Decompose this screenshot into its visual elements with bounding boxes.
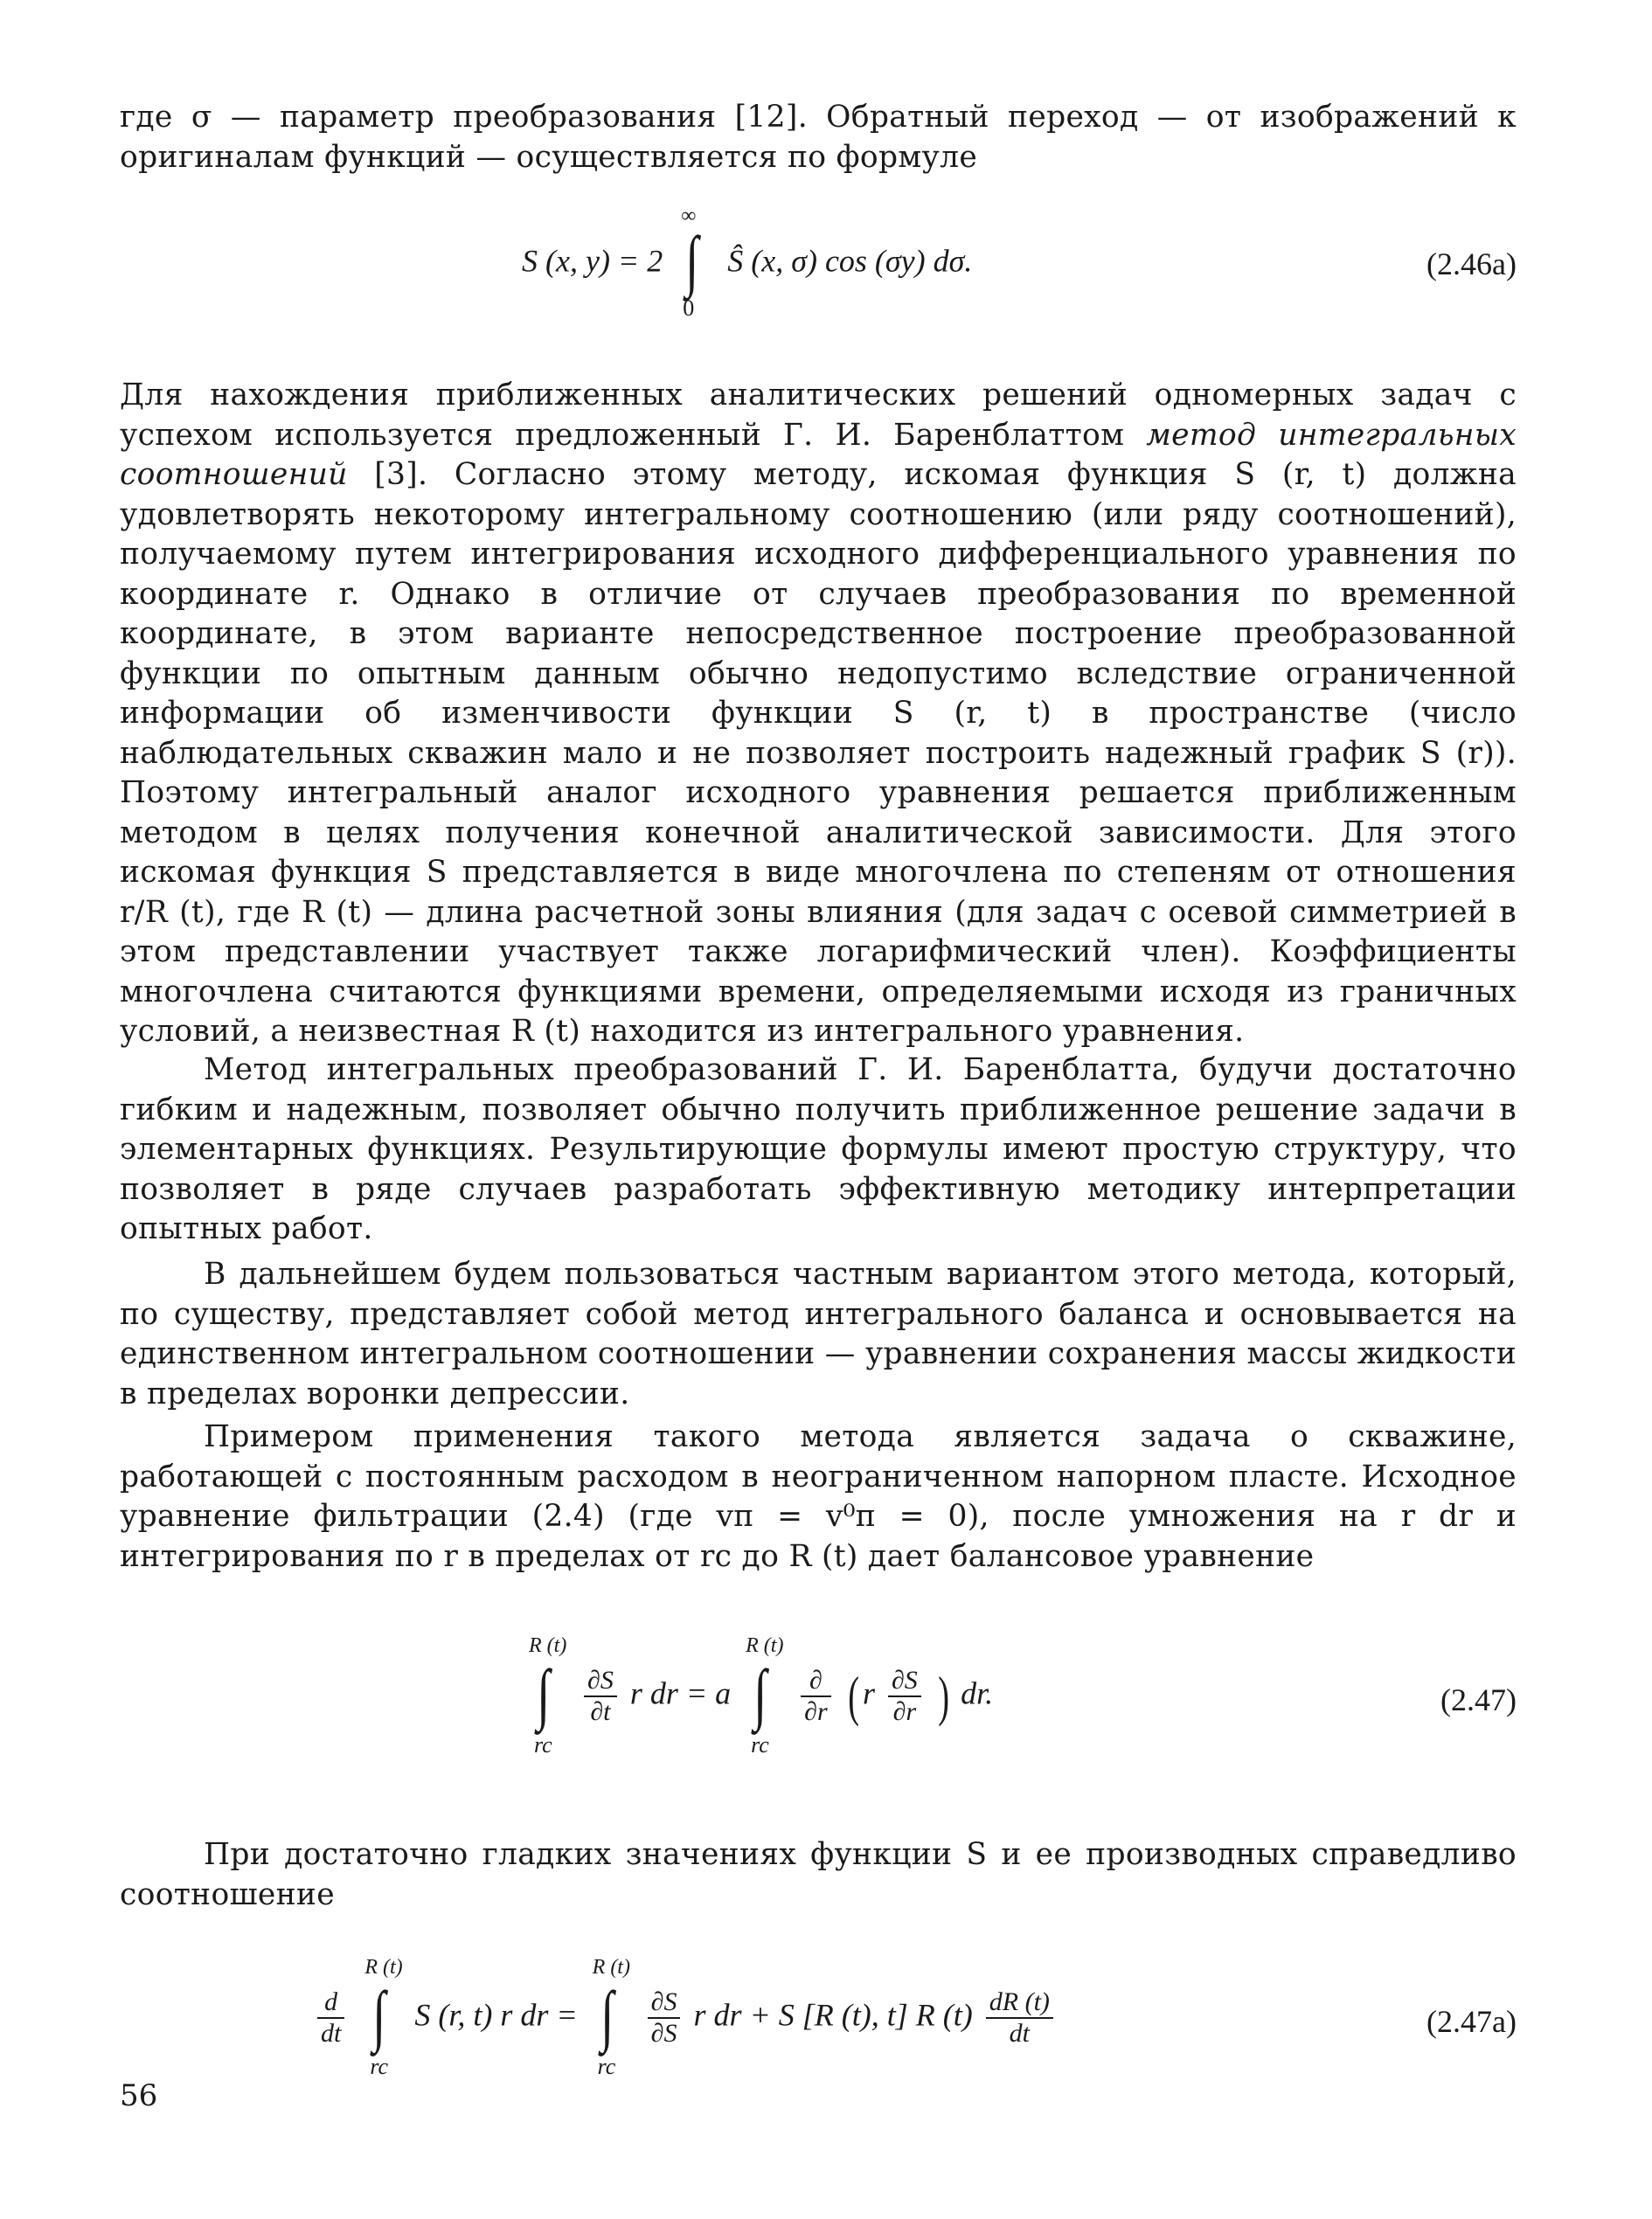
integral-sign: R (t) ∫ rc [592, 1956, 630, 2079]
integral-sign: ∞ ∫ 0 [681, 205, 699, 321]
integral-sign: R (t) ∫ rc [364, 1956, 403, 2079]
eq-247a-number: (2.47а) [1426, 2004, 1517, 2039]
paragraph-smoothness: При достаточно гладких значениях функции S и ее производных справедливо соотношение [120, 1837, 1517, 1912]
paragraph-integral-relations: Для нахождения приближенных аналитических решений одномерных задач с успехом используется предложенный Г. И. Баренблаттом метод интегральных соотношений [3]. Согласно этому методу, искомая функция S (r, t) должна удовлетворять некоторому интегральному соотношению (или ряду соотношений), получаемому путем интегрирования исходного дифференциального уравнения по координате r. Однако в отличие от случаев преобразования по временной координате, в этом варианте непосредственное построение преобразованной функции по опытным данным обычно недопустимо вследствие ограниченной информации об изменчивости функции S (r, t) в пространстве (число наблюдательных скважин мало и не позволяет построить надежный график S (r)). Поэтому интегральный аналог исходного уравнения решается приближенным методом в целях получения конечной аналитической зависимости. Для этого искомая функция S представляется в виде многочлена по степеням от отношения r/R (t), где R (t) — длина расчетной зоны влияния (для задач с осевой симметрией в этом представлении участвует также логарифмический член). Коэффициенты многочлена считаются функциями времени, определяемыми исходя из граничных условий, а неизвестная R (t) находится из интегрального уравнения. [120, 378, 1517, 1049]
paragraph-integral-balance: В дальнейшем будем пользоваться частным вариантом этого метода, который, по существу, представляет собой метод интегрального баланса и основывается на единственном интегральном соотношении — уравнении сохранения массы жидкости в пределах воронки депрессии. [120, 1257, 1517, 1411]
page-number: 56 [120, 2078, 158, 2113]
integral-sign: R (t) ∫ rc [529, 1634, 567, 1758]
eq-246a-number: (2.46а) [1426, 246, 1517, 281]
eq-247-number: (2.47) [1440, 1682, 1517, 1717]
integral-sign: R (t) ∫ rc [746, 1634, 784, 1758]
method-name-italic: метод интегральных соотношений [120, 417, 1517, 492]
equation-2-47: R (t) ∫ rc $\frac{\partial S}{\partial t}$ r dr = a R (t) ∫ rc $\frac{\partial}{\partial r}$ ( r $\frac{\partial S}{\partial r}$ ) dr. (2.47) [529, 1634, 1517, 1758]
paragraph-barenblatt-method: Метод интегральных преобразований Г. И. Баренблатта, будучи достаточно гибким и надежным, позволяет обычно получить приближенное решение задачи в элементарных функциях. Результирующие формулы имеют простую структуру, что позволяет в ряде случаев разработать эффективную методику интерпретации опытных работ. [120, 1052, 1517, 1246]
intro-paragraph: где σ — параметр преобразования [12]. Обратный переход — от изображений к оригиналам функций — осуществляется по формуле [120, 100, 1517, 175]
equation-2-46a [120, 203, 1517, 325]
eq-246a-body: Ŝ (x, σ) cos (σy) dσ. [727, 243, 973, 279]
equation-2-47a: $\frac{d}{dt}$ R (t) ∫ rc S (r, t) r dr = R (t) ∫ rc $\frac{\partial S}{\partial S}$ r dr + S [R (t), t] R (t) $\frac{dR (t)}{dt}$ (2.47а) [120, 1956, 1517, 2087]
paragraph-well-example: Примером применения такого метода является задача о скважине, работающей с постоянным расходом в неограниченном напорном пласте. Исходное уравнение фильтрации (2.4) (где vп = v⁰п = 0), после умножения на r dr и интегрирования по r в пределах от rc до R (t) дает балансовое уравнение [120, 1419, 1517, 1574]
eq-246a-lhs: S (x, y) = 2 [522, 243, 663, 279]
